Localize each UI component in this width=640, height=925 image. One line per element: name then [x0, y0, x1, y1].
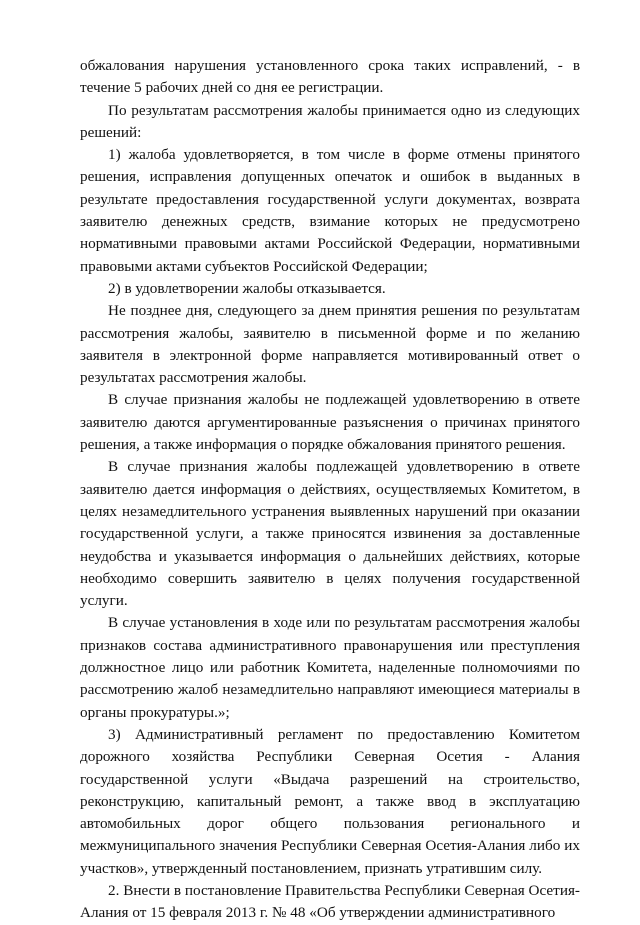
paragraph-5: Не позднее дня, следующего за днем принятия решения по результатам рассмотрения жалобы, заявителю в письменной форме и по желанию заявителя в электронной форме направляется мотивированный ответ о результатах рассмотрения жалобы.	[80, 302, 580, 387]
paragraph-6: В случае признания жалобы не подлежащей удовлетворению в ответе заявителю даются аргументированные разъяснения о причинах принятого решения, а также информация о порядке обжалования принятого решения.	[80, 391, 580, 454]
paragraph-7: В случае признания жалобы подлежащей удовлетворению в ответе заявителю дается информация о действиях, осуществляемых Комитетом, в целях незамедлительного устранения выявленных нарушений при оказании государственной услуги, а также приносятся извинения за доставленные неудобства и указывается информация о дальнейших действиях, которые необходимо совершить заявителю в целях получения государственной услуги.	[80, 458, 580, 610]
paragraph-10: 2. Внести в постановление Правительства Республики Северная Осетия-Алания от 15 февраля 2013 г. № 48 «Об утверждении административного	[80, 881, 580, 922]
paragraph-8: В случае установления в ходе или по результатам рассмотрения жалобы признаков состава административного правонарушения или преступления должностное лицо или работник Комитета, наделенные полномочиями по рассмотрению жалоб незамедлительно направляют имеющиеся материалы в органы прокуратуры.»;	[80, 614, 580, 721]
paragraph-1: обжалования нарушения установленного срока таких исправлений, - в течение 5 рабочих дней со дня ее регистрации.	[80, 57, 580, 97]
paragraph-3: 1) жалоба удовлетворяется, в том числе в форме отмены принятого решения, исправления допущенных опечаток и ошибок в выданных в результате предоставления государственной услуги документах, возврата заявителю денежных средств, взимание которых не предусмотрено нормативными правовыми актами Российской Федерации, нормативными правовыми актами субъектов Российской Федерации;	[80, 146, 580, 275]
document-body	[80, 55, 580, 925]
paragraph-9: 3) Административный регламент по предоставлению Комитетом дорожного хозяйства Республики Северная Осетия - Алания государственной услуги «Выдача разрешений на строительство, реконструкцию, капитальный ремонт, а также ввод в эксплуатацию автомобильных дорог общего пользования регионального и межмуниципального значения Республики Северная Осетия-Алания либо их участков», утвержденный постановлением, признать утратившим силу.	[80, 725, 580, 877]
paragraph-2: По результатам рассмотрения жалобы принимается одно из следующих решений:	[80, 101, 580, 141]
paragraph-4: 2) в удовлетворении жалобы отказывается.	[108, 279, 386, 297]
